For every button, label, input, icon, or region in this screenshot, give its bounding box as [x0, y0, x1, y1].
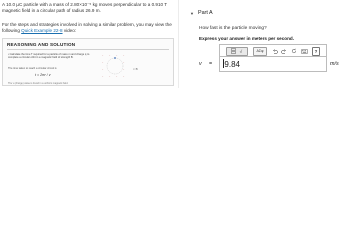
- video-player[interactable]: [2, 38, 174, 86]
- answer-toolbar: [219, 44, 327, 56]
- answer-value: [223, 59, 240, 69]
- panel-divider: [178, 0, 179, 88]
- video-note: The v (charge) value is found in a uniform magnetic field.: [8, 82, 69, 85]
- sqrt-icon: √: [239, 48, 243, 54]
- video-title: REASONING AND SOLUTION: [7, 42, 76, 47]
- video-bullet: • Calculate the time T required for a particle of mass m and charge q to complete a circular orbit in a magnetic field of strength B.: [8, 53, 90, 60]
- undo-button[interactable]: [271, 47, 279, 56]
- steps-suffix: video:: [63, 28, 77, 34]
- svg-text:×: ×: [116, 55, 118, 57]
- answer-value-text: 9.84: [224, 60, 240, 69]
- redo-button[interactable]: [280, 47, 288, 56]
- chevron-down-icon: ▼: [190, 10, 194, 16]
- answer-row: [199, 56, 339, 76]
- svg-text:×: ×: [123, 69, 125, 71]
- reset-button[interactable]: [290, 47, 298, 56]
- quick-example-link[interactable]: Quick Example 22-8: [21, 28, 63, 34]
- video-divider: [7, 49, 169, 50]
- templates-button[interactable]: [226, 47, 248, 56]
- steps-prefix: For the steps and strategies involved in solving a similar problem, you may view the following: [2, 22, 172, 34]
- answer-input[interactable]: [219, 56, 327, 72]
- svg-text:×: ×: [109, 76, 111, 78]
- video-formula: t = 2πr / v: [35, 73, 51, 77]
- symbols-button[interactable]: ΑΣφ: [253, 47, 267, 56]
- svg-text:×: ×: [123, 55, 125, 57]
- video-expression: The time taken to reach a circular circuit is: [8, 67, 57, 70]
- field-label: × B: [133, 67, 138, 71]
- svg-text:×: ×: [116, 76, 118, 78]
- problem-panel: [0, 0, 178, 88]
- answer-unit: m/s: [330, 61, 339, 67]
- part-a-header[interactable]: [190, 10, 213, 16]
- svg-text:×: ×: [109, 55, 111, 57]
- part-label: Part A: [197, 10, 213, 16]
- help-button[interactable]: ?: [312, 47, 320, 56]
- answer-instructions: Express your answer in meters per second.: [199, 36, 294, 41]
- undo-icon: [272, 48, 278, 54]
- svg-text:×: ×: [102, 62, 104, 64]
- templates-icon: [229, 48, 237, 55]
- steps-text: [2, 22, 174, 35]
- svg-text:×: ×: [102, 55, 104, 57]
- svg-text:×: ×: [102, 69, 104, 71]
- reset-icon: [291, 48, 297, 54]
- answer-variable: v: [199, 61, 202, 67]
- answer-equals: =: [209, 61, 213, 67]
- circular-orbit-diagram: [101, 52, 131, 82]
- svg-text:×: ×: [123, 76, 125, 78]
- problem-statement: A 10.0 µC particle with a mass of 2.80×10⁻⁵ kg moves perpendicular to a 0.910 T magnetic field in a circular path of radius 26.9 m.: [2, 2, 167, 14]
- keyboard-button[interactable]: [300, 47, 309, 56]
- keyboard-icon: [301, 49, 308, 54]
- svg-text:×: ×: [102, 76, 104, 78]
- svg-text:×: ×: [123, 62, 125, 64]
- redo-icon: [281, 48, 287, 54]
- question-text: How fast is the particle moving?: [199, 26, 267, 31]
